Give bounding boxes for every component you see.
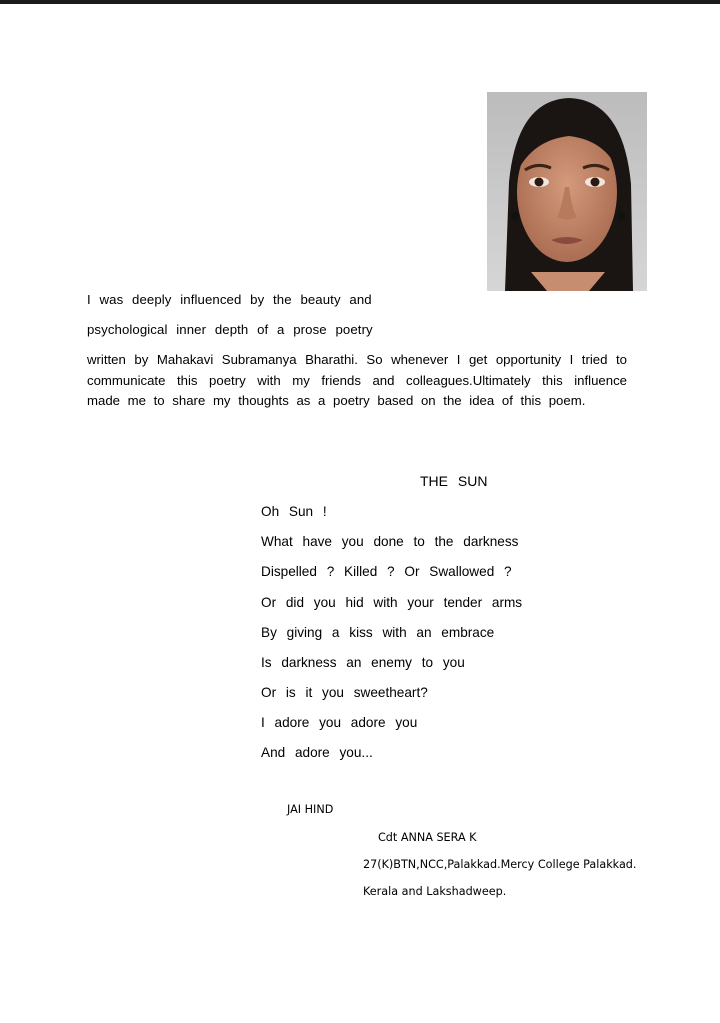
poem-line: I adore you adore you xyxy=(261,715,418,730)
top-border xyxy=(0,0,720,4)
portrait-image xyxy=(487,92,647,291)
poem-line: Oh Sun ! xyxy=(261,504,327,519)
poem-line: Or is it you sweetheart? xyxy=(261,685,428,700)
author-name: Cdt ANNA SERA K xyxy=(378,831,477,844)
intro-line-2: psychological inner depth of a prose poetry xyxy=(87,322,373,337)
author-photo xyxy=(487,92,647,291)
poem-title: THE SUN xyxy=(420,473,488,489)
poem-line: Is darkness an enemy to you xyxy=(261,655,465,670)
poem-line: What have you done to the darkness xyxy=(261,534,519,549)
author-region: Kerala and Lakshadweep. xyxy=(363,885,507,898)
intro-paragraph: written by Mahakavi Subramanya Bharathi. So whenever I get opportunity I tried to communicate this poetry with my friends and colleagues.Ultimately this influence made me to share my thoughts as a poetry based on the idea of this poem. xyxy=(87,352,627,409)
poem-line: By giving a kiss with an embrace xyxy=(261,625,495,640)
salute-text: JAI HIND xyxy=(287,803,334,816)
poem-line: Dispelled ? Killed ? Or Swallowed ? xyxy=(261,564,512,579)
intro-line-1: I was deeply influenced by the beauty and xyxy=(87,292,372,307)
poem-line: And adore you... xyxy=(261,745,373,760)
author-unit: 27(K)BTN,NCC,Palakkad.Mercy College Palakkad. xyxy=(363,858,637,871)
poem-line: Or did you hid with your tender arms xyxy=(261,595,523,610)
